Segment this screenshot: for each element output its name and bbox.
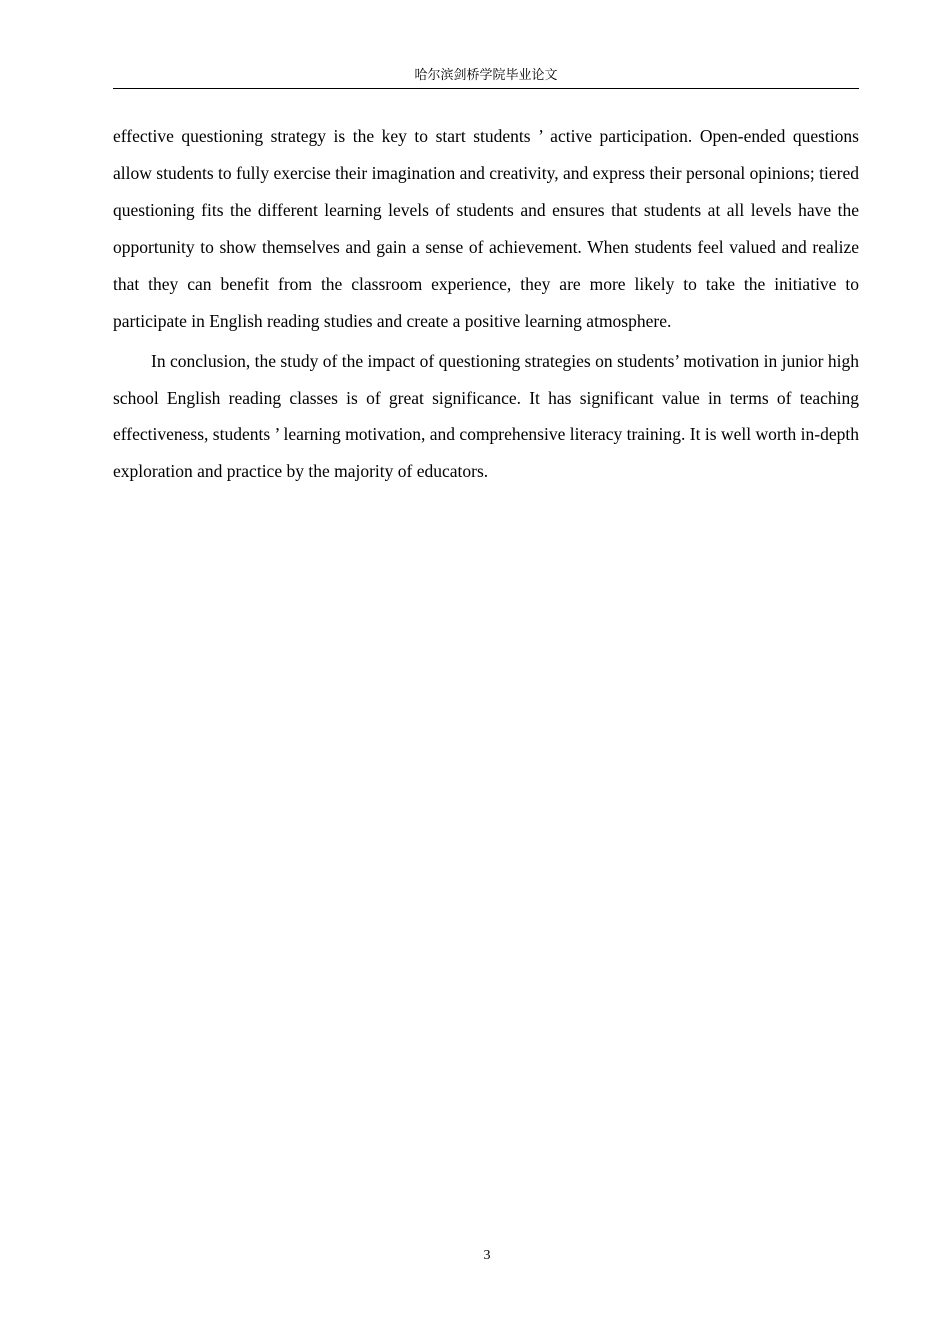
page-number: 3 <box>483 1248 491 1263</box>
page-header: 哈尔滨剑桥学院毕业论文 <box>113 66 859 89</box>
page-body <box>113 118 859 489</box>
body-paragraph-2: In conclusion, the study of the impact of questioning strategies on students’ motivation in junior high school English reading classes is of great significance. It has significant value in terms of teaching effectiveness, students ’ learning motivation, and comprehensive literacy training. It is well worth in-depth exploration and practice by the majority of educators. <box>113 351 859 481</box>
body-paragraph-1: effective questioning strategy is the key to start students ’ active participation. Open-ended questions allow students to fully exercise their imagination and creativity, and express their personal opinions; tiered questioning fits the different learning levels of students and ensures that students at all levels have the opportunity to show themselves and gain a sense of achievement. When students feel valued and realize that they can benefit from the classroom experience, they are more likely to take the initiative to participate in English reading studies and create a positive learning atmosphere. <box>113 126 859 331</box>
